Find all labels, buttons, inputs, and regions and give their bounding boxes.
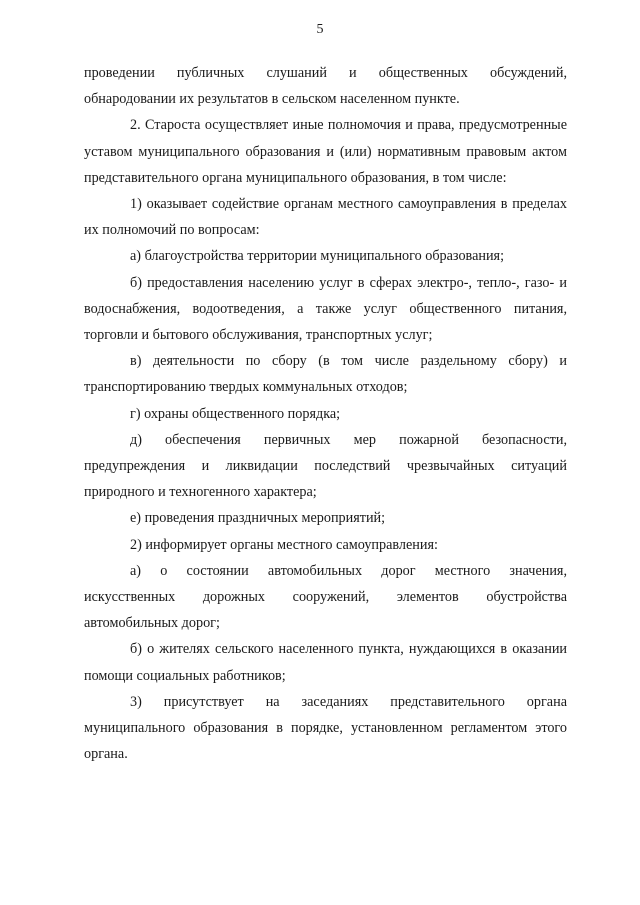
- paragraph-subitem-2: 2) информирует органы местного самоуправления:: [130, 536, 438, 553]
- paragraph-subitem-1v: в) деятельности по сбору (в том числе раздельному сбору) и транспортированию твердых коммунальных отходов;: [84, 353, 567, 396]
- page-number: 5: [316, 22, 324, 37]
- paragraph-subitem-3: 3) присутствует на заседаниях представительного органа муниципального образования в порядке, установленном регламентом этого органа.: [84, 693, 567, 763]
- paragraph-subitem-1b: б) предоставления населению услуг в сферах электро-, тепло-, газо- и водоснабжения, водоотведения, а также услуг общественного питания, торговли и бытового обслуживания, транспортных услуг;: [84, 274, 567, 344]
- paragraph-subitem-1e: е) проведения праздничных мероприятий;: [130, 510, 386, 527]
- document-body: [84, 60, 567, 767]
- paragraph-subitem-1d: д) обеспечения первичных мер пожарной безопасности, предупреждения и ликвидации последствий чрезвычайных ситуаций природного и техногенного характера;: [84, 431, 567, 501]
- paragraph-subitem-1g: г) охраны общественного порядка;: [130, 405, 341, 422]
- paragraph-subitem-2b: б) о жителях сельского населенного пункта, нуждающихся в оказании помощи социальных работников;: [84, 641, 567, 684]
- paragraph-continuation: проведении публичных слушаний и общественных обсуждений, обнародовании их результатов в сельском населенном пункте.: [84, 65, 567, 108]
- paragraph-item-2: 2. Староста осуществляет иные полномочия и права, предусмотренные уставом муниципального образования и (или) нормативным правовым актом представительного органа муниципального образования, в том числе:: [84, 117, 567, 186]
- paragraph-subitem-2a: а) о состоянии автомобильных дорог местного значения, искусственных дорожных сооружений, элементов обустройства автомобильных дорог;: [84, 562, 567, 632]
- paragraph-subitem-1a: а) благоустройства территории муниципального образования;: [130, 248, 505, 265]
- paragraph-subitem-1: 1) оказывает содействие органам местного самоуправления в пределах их полномочий по вопросам:: [84, 196, 567, 239]
